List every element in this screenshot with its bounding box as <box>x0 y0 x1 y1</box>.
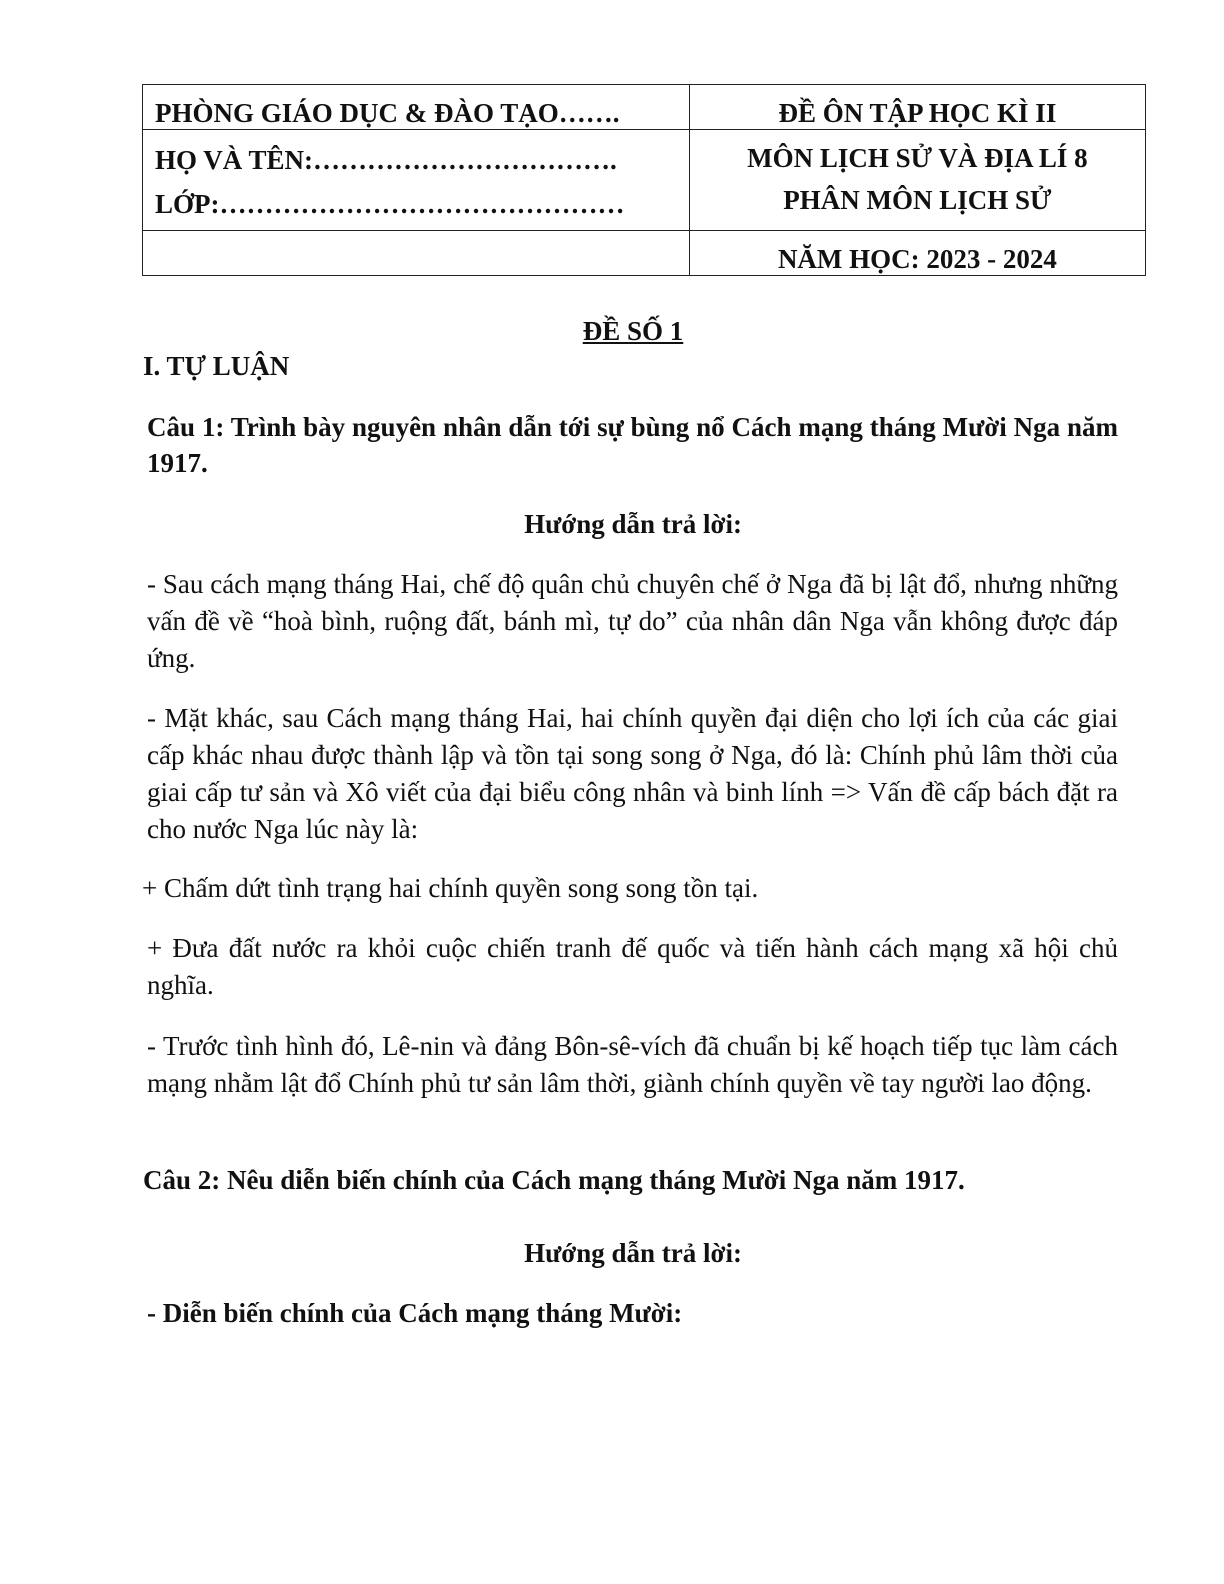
question-1: Câu 1: Trình bày nguyên nhân dẫn tới sự bùng nổ Cách mạng tháng Mười Nga năm 1917. <box>147 412 1118 478</box>
header-cell-exam-title <box>689 85 1145 130</box>
header-cell-student-info <box>143 130 690 231</box>
department-label: PHÒNG GIÁO DỤC & ĐÀO TẠO……. <box>155 98 620 128</box>
answer-paragraph: + Đưa đất nước ra khỏi cuộc chiến tranh đế quốc và tiến hành cách mạng xã hội chủ nghĩa. <box>147 933 1118 1000</box>
answer-paragraph: - Trước tình hình đó, Lê-nin và đảng Bôn-sê-vích đã chuẩn bị kế hoạch tiếp tục làm cách mạng nhằm lật đổ Chính phủ tư sản lâm thời, giành chính quyền về tay người lao động. <box>147 1031 1118 1098</box>
subject-line-2: PHÂN MÔN LỊCH SỬ <box>783 185 1052 215</box>
school-year: NĂM HỌC: 2023 - 2024 <box>777 244 1057 274</box>
answer-subheading: - Diễn biến chính của Cách mạng tháng Mười: <box>147 1298 683 1328</box>
header-cell-subject <box>689 130 1145 231</box>
answer-paragraph: - Sau cách mạng tháng Hai, chế độ quân chủ chuyên chế ở Nga đã bị lật đổ, nhưng những vấn đề về “hoà bình, ruộng đất, bánh mì, tự do” của nhân dân Nga vẫn không được đáp ứng. <box>147 569 1118 673</box>
header-table <box>142 84 1146 276</box>
answer-guide-heading-1: Hướng dẫn trả lời: <box>524 509 742 539</box>
subject-line-1: MÔN LỊCH SỬ VÀ ĐỊA LÍ 8 <box>747 143 1088 173</box>
answer-paragraph: + Chấm dứt tình trạng hai chính quyền song song tồn tại. <box>142 873 759 903</box>
header-cell-empty <box>143 231 690 276</box>
exam-title: ĐỀ ÔN TẬP HỌC KÌ II <box>778 98 1057 128</box>
student-class-label: LỚP:……………………………………… <box>155 189 625 219</box>
student-name-label: HỌ VÀ TÊN:……………………………. <box>155 145 617 175</box>
header-cell-school-year <box>689 231 1145 276</box>
section-title: I. TỰ LUẬN <box>143 351 290 381</box>
answer-guide-heading-2: Hướng dẫn trả lời: <box>524 1238 742 1268</box>
exam-number-title: ĐỀ SỐ 1 <box>582 316 684 346</box>
answer-paragraph: - Mặt khác, sau Cách mạng tháng Hai, hai chính quyền đại diện cho lợi ích của các giai cấp khác nhau được thành lập và tồn tại song song ở Nga, đó là: Chính phủ lâm thời của giai cấp tư sản và Xô viết của đại biểu công nhân và binh lính => Vấn đề cấp bách đặt ra cho nước Nga lúc này là: <box>147 703 1118 844</box>
question-2: Câu 2: Nêu diễn biến chính của Cách mạng tháng Mười Nga năm 1917. <box>143 1165 965 1195</box>
header-cell-department <box>143 85 690 130</box>
